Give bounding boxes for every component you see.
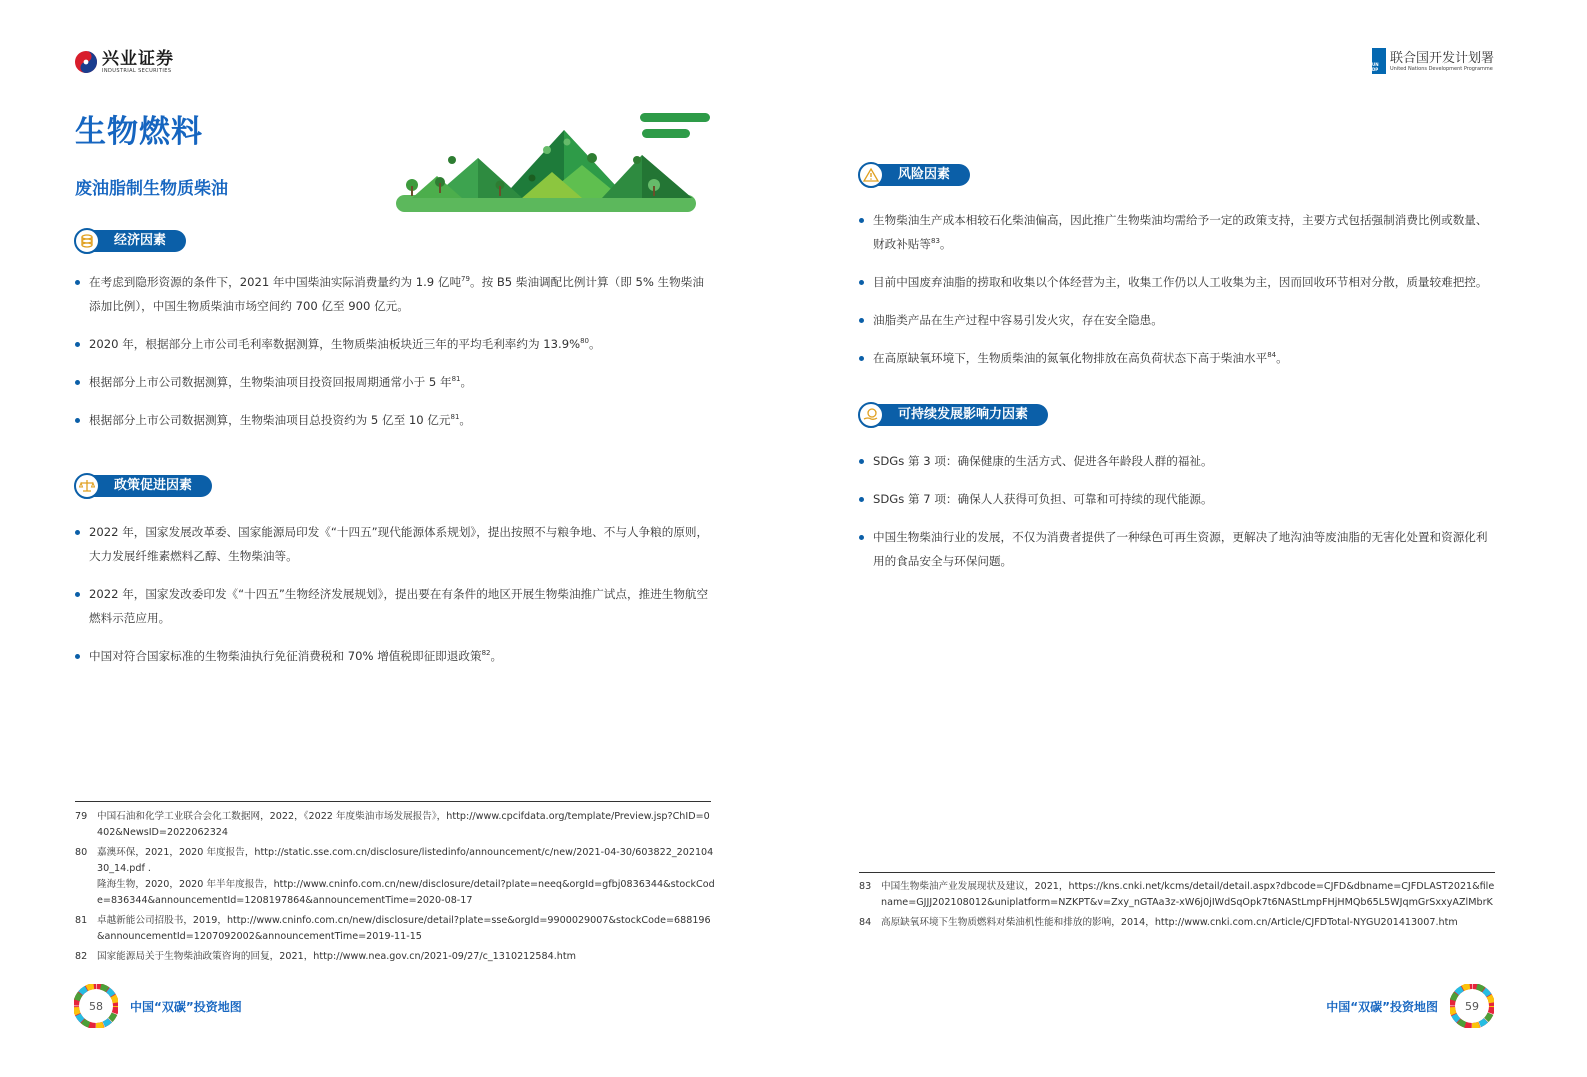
economic-factors-list bbox=[75, 270, 715, 432]
undp-logo-icon: UN DP bbox=[1372, 48, 1386, 74]
sustainability-factors-label: 可持续发展影响力因素 bbox=[872, 404, 1048, 426]
footnote-divider bbox=[859, 872, 1495, 873]
warning-icon bbox=[858, 162, 884, 188]
undp-text-en: United Nations Development Programme bbox=[1389, 65, 1493, 72]
sustainability-factors-tag bbox=[858, 402, 1048, 428]
risk-factors-tag bbox=[858, 162, 970, 188]
footnotes bbox=[859, 879, 1499, 935]
undp-text-cn: 联合国开发计划署 bbox=[1389, 50, 1494, 66]
footnote: 84 高原缺氧环境下生物质燃料对柴油机性能和排放的影响，2014，http://www.cnki.com.cn/Article/CJFDTotal-NYGU201413007.htm bbox=[859, 917, 1458, 928]
footer-label: 中国“双碳”投资地图 bbox=[130, 999, 242, 1014]
economic-factors-label: 经济因素 bbox=[88, 230, 186, 252]
list-item: SDGs 第 3 项：确保健康的生活方式、促进各年龄段人群的福祉。 bbox=[859, 449, 1499, 473]
risk-factors-list bbox=[859, 208, 1499, 370]
footnote: 81 卓越新能公司招股书，2019，http://www.cninfo.com.cn/new/disclosure/detail?plate=sse&orgId=9900029007&stockCode=688196&announcementId=1207092002&announcementTime=2019-11-15 bbox=[75, 915, 711, 942]
list-item: 2022 年，国家发改委印发《“十四五”生物经济发展规划》，提出要在有条件的地区开展生物柴油推广试点，推进生物航空燃料示范应用。 bbox=[75, 582, 715, 630]
globe-hand-icon bbox=[858, 402, 884, 428]
logo-text-cn: 兴业证券 bbox=[102, 49, 174, 69]
left-page bbox=[0, 0, 793, 1077]
footnote: 79 中国石油和化学工业联合会化工数据网，2022，《2022 年度柴油市场发展报告》，http://www.cpcifdata.org/template/Preview.jsp?ChID=0402&NewsID=2022062324 bbox=[75, 811, 710, 838]
logo-text-en: INDUSTRIAL SECURITIES bbox=[102, 68, 172, 74]
list-item: 2020 年，根据部分上市公司毛利率数据测算，生物质柴油板块近三年的平均毛利率约为 13.9%$^{80}$。 bbox=[75, 332, 715, 356]
mountains-illustration bbox=[392, 110, 712, 215]
scale-icon bbox=[74, 473, 100, 499]
footer-label: 中国“双碳”投资地图 bbox=[1326, 999, 1438, 1014]
policy-factors-list bbox=[75, 520, 715, 668]
policy-factors-tag bbox=[74, 473, 212, 499]
page-subtitle: 废油脂制生物质柴油 bbox=[75, 179, 228, 199]
list-item: 根据部分上市公司数据测算，生物柴油项目投资回报周期通常小于 5 年$^{81}$。 bbox=[75, 370, 715, 394]
list-item: 在高原缺氧环境下，生物质柴油的氮氧化物排放在高负荷状态下高于柴油水平$^{84}$。 bbox=[859, 346, 1499, 370]
sustainability-factors-list bbox=[859, 449, 1499, 573]
industrial-securities-logo bbox=[74, 50, 174, 74]
list-item: 在考虑到隐形资源的条件下，2021 年中国柴油实际消费量约为 1.9 亿吨$^{79}$。按 B5 柴油调配比例计算（即 5% 生物柴油添加比例），中国生物质柴油市场空间约 700 亿至 900 亿元。 bbox=[75, 270, 715, 318]
list-item: 根据部分上市公司数据测算，生物柴油项目总投资约为 5 亿至 10 亿元$^{81}$。 bbox=[75, 408, 715, 432]
economic-factors-tag bbox=[74, 228, 186, 254]
list-item: 2022 年，国家发展改革委、国家能源局印发《“十四五”现代能源体系规划》，提出按照不与粮争地、不与人争粮的原则，大力发展纤维素燃料乙醇、生物柴油等。 bbox=[75, 520, 715, 568]
footnote: 82 国家能源局关于生物柴油政策咨询的回复，2021，http://www.nea.gov.cn/2021-09/27/c_1310212584.htm bbox=[75, 951, 576, 962]
footnotes bbox=[75, 809, 715, 969]
coins-icon bbox=[74, 228, 100, 254]
footnote: 83 中国生物柴油产业发展现状及建议，2021，https://kns.cnki.net/kcms/detail/detail.aspx?dbcode=CJFD&dbname=CJFDLAST2021&filename=GJJJ202108012&uniplatform=NZKPT&v=Zxy_nGTAa3z-xW6j0jIWdSqOpk7t6NAStLmpFHjHMQb65L5WJqmGrSxxyAZlMbrK bbox=[859, 881, 1495, 908]
list-item: 油脂类产品在生产过程中容易引发火灾，存在安全隐患。 bbox=[859, 308, 1499, 332]
undp-logo bbox=[1372, 48, 1494, 74]
list-item: 生物柴油生产成本相较石化柴油偏高，因此推广生物柴油均需给予一定的政策支持，主要方式包括强制消费比例或数量、财政补贴等$^{83}$。 bbox=[859, 208, 1499, 256]
risk-factors-label: 风险因素 bbox=[872, 164, 970, 186]
policy-factors-label: 政策促进因素 bbox=[88, 475, 212, 497]
page-footer bbox=[1326, 984, 1494, 1028]
footnote: 80 嘉澳环保，2021，2020 年度报告，http://static.sse.com.cn/disclosure/listedinfo/announcement/c/new/2021-04-30/603822_20210430_14.pdf . 隆海生物，2020，2020 年半年度报告，http://www.cninfo.com.cn/new/disclosure/detail?plate=neeq&orgId=gfbj0836344&stockCode=836344&announcementId=1208197864&announcementTime=2020-08-17 bbox=[75, 847, 715, 906]
list-item: 中国生物柴油行业的发展，不仅为消费者提供了一种绿色可再生资源，更解决了地沟油等废油脂的无害化处置和资源化利用的食品安全与环保问题。 bbox=[859, 525, 1499, 573]
sdg-wheel-icon bbox=[1450, 984, 1494, 1028]
sdg-wheel-icon bbox=[74, 984, 118, 1028]
right-page bbox=[794, 0, 1587, 1077]
list-item: SDGs 第 7 项：确保人人获得可负担、可靠和可持续的现代能源。 bbox=[859, 487, 1499, 511]
page-footer bbox=[74, 984, 242, 1028]
list-item: 中国对符合国家标准的生物柴油执行免征消费税和 70% 增值税即征即退政策$^{82}$。 bbox=[75, 644, 715, 668]
page-number: 58 bbox=[89, 999, 103, 1013]
page-title: 生物燃料 bbox=[75, 114, 203, 150]
page-number: 59 bbox=[1465, 999, 1479, 1013]
list-item: 目前中国废弃油脂的捞取和收集以个体经营为主，收集工作仍以人工收集为主，因而回收环节相对分散，质量较难把控。 bbox=[859, 270, 1499, 294]
footnote-divider bbox=[75, 801, 711, 802]
industrial-securities-logo-icon bbox=[74, 50, 98, 74]
